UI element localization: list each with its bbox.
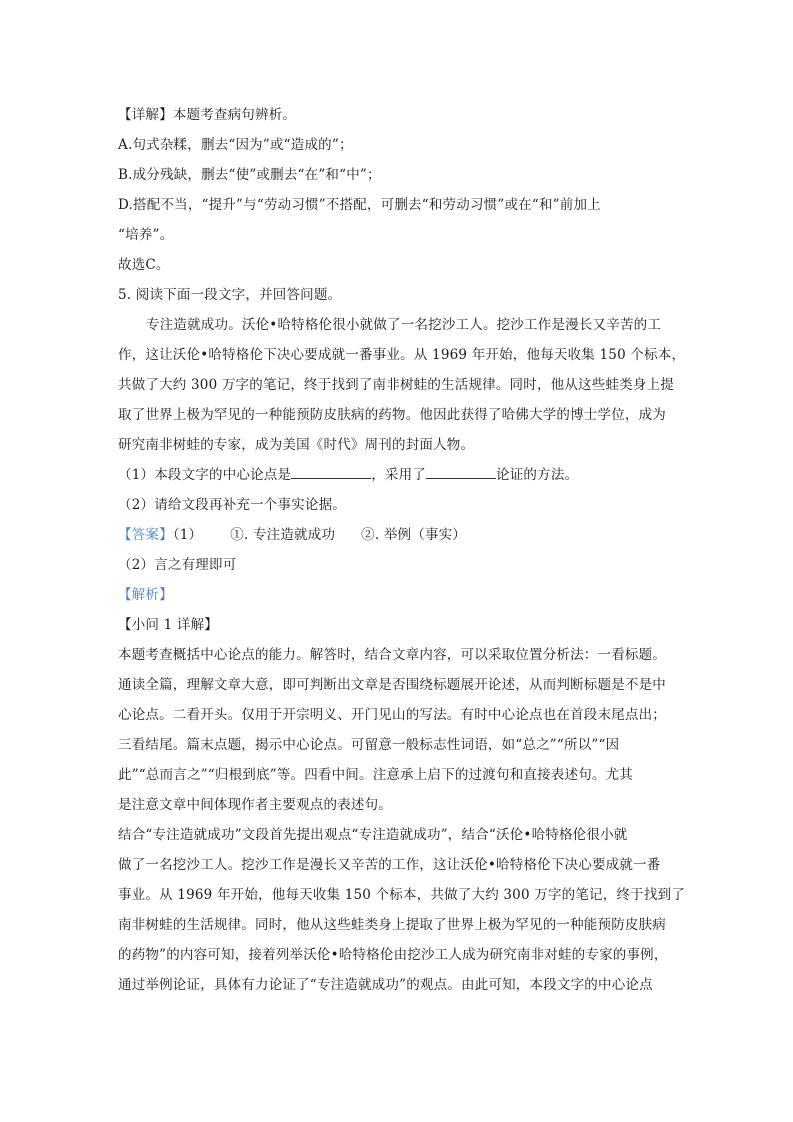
analysis-p1-line: 本题考查概括中心论点的能力。解答时，结合文章内容，可以采取位置分析法：一看标题。 [118, 647, 666, 663]
passage-line: 专注造就成功。沃伦•哈特格伦很小就做了一名挖沙工人。挖沙工作是漫长又辛苦的工 [146, 317, 662, 333]
analysis-sub-header: 【小问 1 详解】 [118, 617, 218, 633]
passage-line: 研究南非树蛙的专家，成为美国《时代》周刊的封面人物。 [118, 437, 475, 453]
detail-header [118, 100, 678, 130]
detail-text: 本题考查病句辨析。 [172, 107, 297, 123]
document-page [118, 100, 686, 1000]
answer-b: ②. 举例（事实） [361, 527, 467, 543]
answer-tag: 【答案】 [118, 527, 173, 543]
detail-tag: 【详解】 [118, 107, 173, 123]
sub1-suffix: 论证的方法。 [496, 467, 579, 483]
question-5-title: 5. 阅读下面一段文字，并回答问题。 [118, 287, 342, 303]
sub-question-1 [118, 460, 678, 490]
conclusion: 故选C。 [118, 257, 170, 273]
analysis-p2-line: 做了一名挖沙工人。挖沙工作是漫长又辛苦的工作，这让沃伦•哈特格伦下决心要成就一番 [118, 857, 661, 873]
analysis-tag: 【解析】 [118, 587, 173, 603]
analysis-p1-line: 通读全篇，理解文章大意，即可判断出文章是否围绕标题展开论述，从而判断标题是不是中 [118, 677, 666, 693]
answer-prefix: （1） [172, 527, 203, 543]
passage-line: 作，这让沃伦•哈特格伦下决心要成就一番事业。从 1969 年开始，他每天收集 150 个标本， [118, 347, 686, 363]
analysis-p1-line: 三看结尾。篇末点题，揭示中心论点。可留意一般标志性词语，如“总之”“所以”“因 [118, 737, 620, 753]
analysis-p1-line: 心论点。二看开头。仅用于开宗明义、开门见山的写法。有时中心论点也在首段末尾点出； [118, 707, 666, 723]
sub-question-2: （2）请给文段再补充一个事实论据。 [118, 497, 346, 513]
answer-line-1 [118, 520, 678, 550]
analysis-p1-line: 是注意文章中间体现作者主要观点的表述句。 [118, 797, 392, 813]
sub1-prefix: （1）本段文字的中心论点是 [118, 467, 292, 483]
analysis-p1-line: 此”“总而言之”“归根到底”等。四看中间。注意承上启下的过渡句和直接表述句。尤其 [118, 767, 634, 783]
passage-line: 共做了大约 300 万字的笔记，终于找到了南非树蛙的生活规律。同时，他从这些蛙类身上提 [118, 377, 674, 393]
analysis-p2-line: 事业。从 1969 年开始，他每天收集 150 个标本，共做了大约 300 万字的笔记，终于找到了 [118, 887, 685, 903]
answer-blank-1 [291, 466, 371, 479]
analysis-p2-line: 通过举例论证，具体有力论证了“专注造就成功”的观点。由此可知，本段文字的中心论点 [118, 977, 653, 993]
answer-blank-2 [426, 466, 496, 479]
option-analysis-b: B.成分残缺，删去“使”或删去“在”和“中”； [118, 167, 381, 183]
option-analysis-d-cont: “培养”。 [118, 227, 174, 243]
sub1-middle: ，采用了 [371, 467, 427, 483]
option-analysis-a: A.句式杂糅，删去“因为”或“造成的”； [118, 137, 353, 153]
analysis-p2-line: 南非树蛙的生活规律。同时，他从这些蛙类身上提取了世界上极为罕见的一种能预防皮肤病 [118, 917, 666, 933]
analysis-p2-line: 的药物”的内容可知，接着列举沃伦•哈特格伦由挖沙工人成为研究南非对蛙的专家的事例， [118, 947, 668, 963]
passage-line: 取了世界上极为罕见的一种能预防皮肤病的药物。他因此获得了哈佛大学的博士学位，成为 [118, 407, 666, 423]
answer-a: ①. 专注造就成功 [230, 527, 336, 543]
answer-line-2: （2）言之有理即可 [118, 557, 237, 573]
analysis-p2-line: 结合“专注造就成功”文段首先提出观点“专注造就成功”，结合“沃伦•哈特格伦很小就 [118, 827, 628, 843]
option-analysis-d: D.搭配不当，“提升”与“劳动习惯”不搭配，可删去“和劳动习惯”或在“和”前加上 [118, 197, 601, 213]
